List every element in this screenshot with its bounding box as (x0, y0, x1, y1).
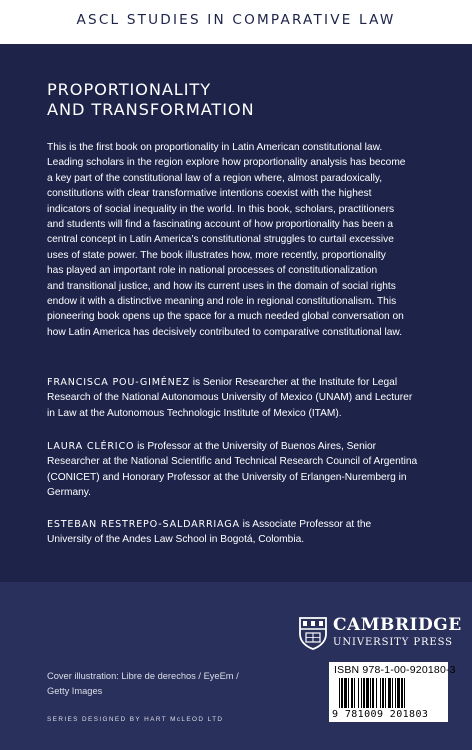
publisher-logo (298, 614, 462, 654)
editor-name: ESTEBAN RESTREPO-SALDARRIAGA (47, 519, 240, 530)
book-title (47, 80, 427, 120)
barcode-icon (339, 678, 439, 708)
series-banner (0, 0, 472, 44)
bio-line: in Law at the Autonomous Technologic Institute of Mexico (ITAM). (47, 407, 342, 419)
description-line: This is the first book on proportionality in Latin American constitutional law. (47, 142, 383, 153)
description-line: a key part of the constitutional law of a region where, almost paradoxically, (47, 172, 383, 184)
title-line: AND TRANSFORMATION (47, 100, 255, 119)
bio-line: University of the Andes Law School in Bogotá, Colombia. (47, 534, 305, 546)
credit-line: Cover illustration: Libre de derechos / EyeEm / (47, 671, 239, 681)
description-line: how Latin America has decisively contributed to comparative constitutional law. (47, 326, 403, 338)
credit-line: Getty Images (47, 686, 103, 696)
bio-text: is Senior Researcher at the Institute for Legal (189, 377, 398, 388)
description-line: and students will find a fascinating account of how proportionality has been a (47, 219, 394, 231)
editor-name: LAURA CLÉRICO (47, 441, 135, 452)
bio-text: is Professor at the University of Buenos Aires, Senior (134, 441, 377, 452)
description-line: central concept in Latin America’s constitutional struggles to curtail excessive (47, 234, 394, 246)
editor-bio-pou-gimenez (47, 375, 431, 421)
publisher-subtitle: UNIVERSITY PRESS (333, 637, 453, 648)
description-line: pioneering book opens up the space for a much needed global conversation on (47, 311, 404, 323)
description-line: has played an important role in national processes of constitutionalization (47, 265, 378, 277)
series-name: ASCL STUDIES IN COMPARATIVE LAW (76, 12, 396, 28)
cover-credit (47, 669, 267, 699)
bio-text: is Associate Professor at the (239, 519, 372, 530)
bio-line: Research of the National Autonomous University of Mexico (UNAM) and Lecturer (47, 392, 413, 404)
bio-line: Germany. (47, 487, 91, 499)
description-line: indicators of social inequality in the world. In this book, scholars, practitioners (47, 203, 395, 215)
cambridge-shield-icon (298, 616, 328, 650)
description-line: uses of state power. The book illustrates how, more recently, proportionality (47, 249, 386, 261)
series-designer-credit: SERIES DESIGNED BY HART McLEOD LTD (47, 716, 224, 723)
editor-bio-restrepo-saldarriaga (47, 517, 431, 548)
ean-digits: 9 781009 201803 (332, 709, 429, 720)
description-line: endow it with a distinctive meaning and role in regional constitutionalism. This (47, 296, 397, 308)
description-line: constitutions with clear transformative intentions coexist with the highest (47, 188, 372, 200)
description-line: and transitional justice, and how its current uses in the domain of social rights (47, 280, 396, 292)
publisher-name: CAMBRIDGE (333, 615, 462, 635)
title-line: PROPORTIONALITY (47, 80, 211, 99)
bio-line: Researcher at the National Scientific and Technical Research Council of Argentina (47, 456, 418, 468)
book-description (47, 140, 431, 340)
editor-name: FRANCISCA POU-GIMÉNEZ (47, 377, 190, 388)
isbn-number: ISBN 978-1-00-920180-3 (334, 664, 456, 676)
description-line: Leading scholars in the region explore how proportionality analysis has become (47, 157, 406, 169)
bio-line: (CONICET) and Honorary Professor at the University of Erlangen-Nuremberg in (47, 471, 407, 483)
editor-bio-clerico (47, 439, 431, 501)
isbn-barcode (329, 662, 456, 722)
